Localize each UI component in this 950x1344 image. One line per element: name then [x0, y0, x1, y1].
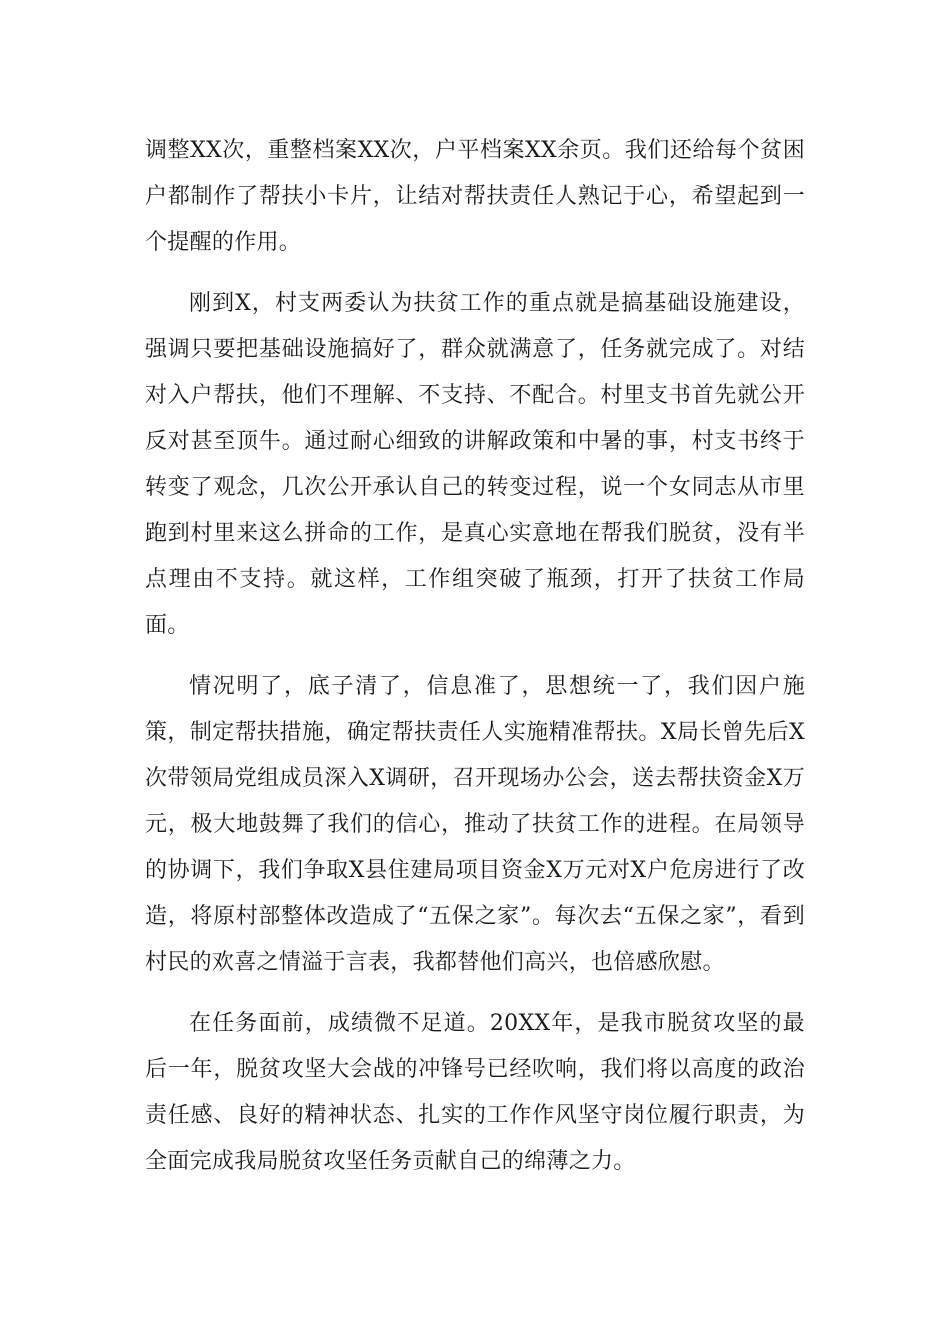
paragraph-4: 在任务面前，成绩微不足道。20XX年，是我市脱贫攻坚的最后一年，脱贫攻坚大会战的冲锋号已经吹响，我们将以高度的政治责任感、良好的精神状态、扎实的工作作风坚守岗位履行职责，为全面完成我局脱贫攻坚任务贡献自己的绵薄之力。	[145, 1011, 805, 1174]
paragraph-3: 情况明了，底子清了，信息准了，思想统一了，我们因户施策，制定帮扶措施，确定帮扶责任人实施精准帮扶。X局长曾先后X次带领局党组成员深入X调研，召开现场办公会，送去帮扶资金X万元，极大地鼓舞了我们的信心，推动了扶贫工作的进程。在局领导的协调下，我们争取X县住建局项目资金X万元对X户危房进行了改造，将原村部整体改造成了“五保之家”。每次去“五保之家”，看到村民的欢喜之情溢于言表，我都替他们高兴，也倍感欣慰。	[145, 674, 805, 975]
paragraph-2: 刚到X，村支两委认为扶贫工作的重点就是搞基础设施建设，强调只要把基础设施搞好了，群众就满意了，任务就完成了。对结对入户帮扶，他们不理解、不支持、不配合。村里支书首先就公开反对甚至顶牛。通过耐心细致的讲解政策和中暑的事，村支书终于转变了观念，几次公开承认自己的转变过程，说一个女同志从市里跑到村里来这么拼命的工作，是真心实意地在帮我们脱贫，没有半点理由不支持。就这样，工作组突破了瓶颈，打开了扶贫工作局面。	[145, 291, 805, 638]
document-body	[145, 128, 805, 1185]
paragraph-1: 调整XX次，重整档案XX次，户平档案XX余页。我们还给每个贫困户都制作了帮扶小卡片，让结对帮扶责任人熟记于心，希望起到一个提醒的作用。	[145, 138, 805, 255]
